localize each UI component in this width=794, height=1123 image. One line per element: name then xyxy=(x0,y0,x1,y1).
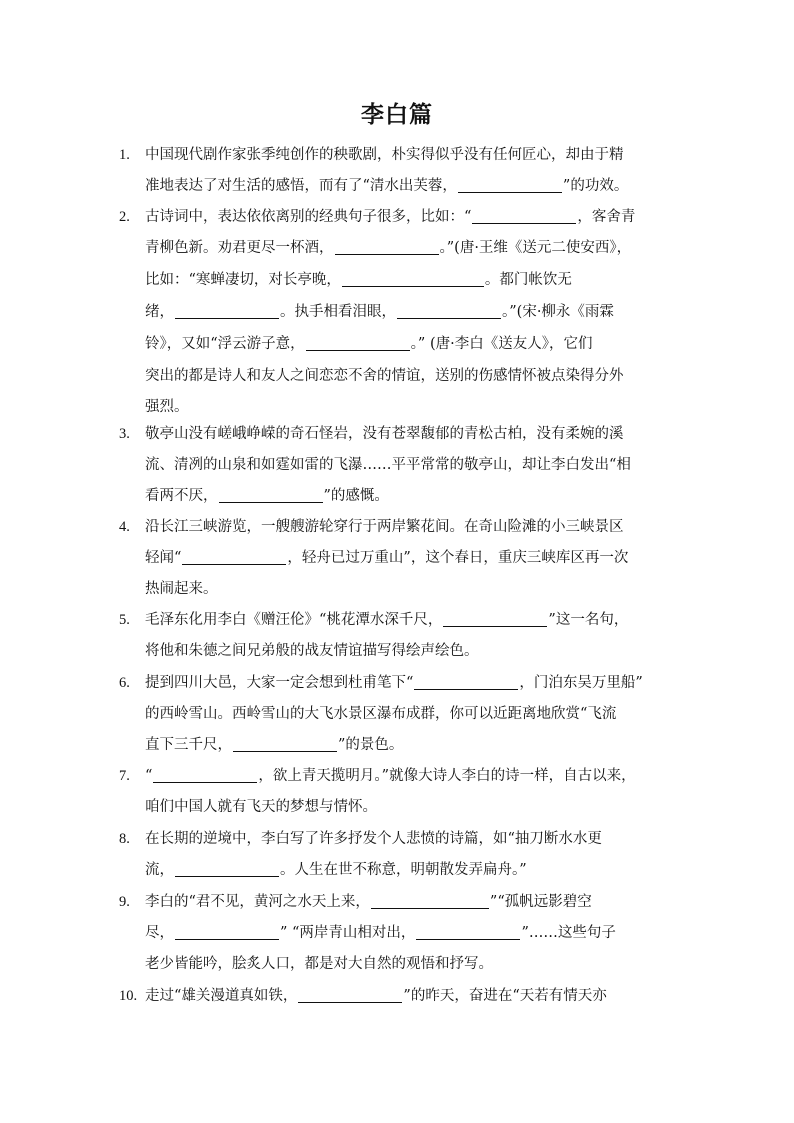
question-number: 7. xyxy=(119,768,130,784)
question-text: ，欲上青天揽明月。”就像大诗人李白的诗一样，自古以来， xyxy=(258,768,636,784)
question-text: 比如：“寒蝉凄切，对长亭晚， xyxy=(145,272,341,288)
answer-blank[interactable] xyxy=(233,733,337,752)
answer-blank[interactable] xyxy=(175,300,279,319)
answer-blank[interactable] xyxy=(472,205,576,224)
question-number: 9. xyxy=(119,894,130,910)
question-text: 绪， xyxy=(145,304,174,320)
question-text: ”……这些句子 xyxy=(521,925,616,941)
question-number: 4. xyxy=(119,519,130,535)
question-text: 看两不厌， xyxy=(145,488,218,504)
question-text: 将他和朱德之间兄弟般的战友情谊描写得绘声绘色。 xyxy=(145,643,479,659)
question-text: 敬亭山没有嵯峨峥嵘的奇石怪岩，没有苍翠馥郁的青松古柏，没有柔婉的溪 xyxy=(145,426,624,442)
question-text: 的西岭雪山。西岭雪山的大飞水景区瀑布成群，你可以近距离地欣赏“飞流 xyxy=(145,706,617,722)
question-number: 10. xyxy=(119,988,138,1004)
page-title: 李白篇 xyxy=(361,102,433,128)
question-text: 。执手相看泪眼， xyxy=(280,304,396,320)
question-line xyxy=(145,917,616,949)
question-text: 准地表达了对生活的感悟，而有了“清水出芙蓉， xyxy=(145,178,457,194)
answer-blank[interactable] xyxy=(371,890,489,909)
question-line xyxy=(145,542,628,574)
answer-blank[interactable] xyxy=(414,671,518,690)
question-line xyxy=(145,698,616,730)
question-line xyxy=(145,264,572,296)
question-text: ”“孤帆远影碧空 xyxy=(489,894,592,910)
question-number: 6. xyxy=(119,675,130,691)
question-text: ”的昨天，奋进在“天若有情天亦 xyxy=(403,988,607,1004)
question-line xyxy=(145,760,636,792)
question-text: 中国现代剧作家张季纯创作的秧歌剧，朴实得似乎没有任何匠心，却由于精 xyxy=(145,147,624,163)
question-line xyxy=(145,296,614,328)
question-text: 。” (唐·李白《送友人》，它们 xyxy=(410,336,593,352)
question-line xyxy=(145,360,624,392)
question-text: 突出的都是诗人和友人之间恋恋不舍的情谊，送别的伤感情怀被点染得分外 xyxy=(145,368,624,384)
question-text: 直下三千尺， xyxy=(145,737,232,753)
question-line xyxy=(145,449,631,481)
question-text: 流， xyxy=(145,862,174,878)
question-line xyxy=(145,604,628,636)
question-text: 咱们中国人就有飞天的梦想与情怀。 xyxy=(145,799,377,815)
question-line xyxy=(145,823,602,855)
answer-blank[interactable] xyxy=(175,858,279,877)
answer-blank[interactable] xyxy=(306,332,410,351)
question-text: “ xyxy=(145,768,153,784)
question-text: 。人生在世不称意，明朝散发弄扁舟。” xyxy=(280,862,527,878)
question-number: 5. xyxy=(119,612,130,628)
answer-blank[interactable] xyxy=(153,764,257,783)
question-text: ”的景色。 xyxy=(338,737,404,753)
question-line xyxy=(145,139,624,171)
question-line xyxy=(145,791,377,823)
answer-blank[interactable] xyxy=(416,921,520,940)
question-text: 古诗词中，表达依依离别的经典句子很多，比如：“ xyxy=(145,209,472,225)
question-text: 青柳色新。劝君更尽一杯酒， xyxy=(145,240,334,256)
question-line xyxy=(145,201,635,233)
question-text: 热闹起来。 xyxy=(145,581,218,597)
question-line xyxy=(145,948,493,980)
question-line xyxy=(145,980,607,1012)
answer-blank[interactable] xyxy=(342,268,484,287)
question-line xyxy=(145,667,643,699)
question-line xyxy=(145,729,403,761)
question-line xyxy=(145,511,624,543)
answer-blank[interactable] xyxy=(443,608,547,627)
question-text: 流、清冽的山泉和如霆如雷的飞瀑……平平常常的敬亭山，却让李白发出“相 xyxy=(145,457,631,473)
question-text: 强烈。 xyxy=(145,399,189,415)
question-text: ，门泊东吴万里船” xyxy=(519,675,643,691)
question-text: 轻闻“ xyxy=(145,550,182,566)
question-text: 尽， xyxy=(145,925,174,941)
answer-blank[interactable] xyxy=(335,236,439,255)
answer-blank[interactable] xyxy=(175,921,279,940)
question-text: 提到四川大邑，大家一定会想到杜甫笔下“ xyxy=(145,675,414,691)
answer-blank[interactable] xyxy=(298,984,402,1003)
question-text: ，轻舟已过万重山”，这个春日，重庆三峡库区再一次 xyxy=(287,550,629,566)
question-line xyxy=(145,635,479,667)
question-text: 李白的“君不见，黄河之水天上来， xyxy=(145,894,370,910)
question-number: 3. xyxy=(119,426,130,442)
answer-blank[interactable] xyxy=(458,174,562,193)
answer-blank[interactable] xyxy=(219,484,323,503)
answer-blank[interactable] xyxy=(397,300,501,319)
question-number: 1. xyxy=(119,147,130,163)
question-text: ” “两岸青山相对出， xyxy=(280,925,416,941)
question-line xyxy=(145,886,592,918)
question-text: 。”(唐·王维《送元二使安西》， xyxy=(439,240,632,256)
question-line xyxy=(145,328,592,360)
question-text: 毛泽东化用李白《赠汪伦》“桃花潭水深千尺， xyxy=(145,612,443,628)
answer-blank[interactable] xyxy=(182,546,286,565)
question-text: ”的感慨。 xyxy=(323,488,389,504)
question-text: 在长期的逆境中，李白写了许多抒发个人悲愤的诗篇，如“抽刀断水水更 xyxy=(145,831,602,847)
question-line xyxy=(145,854,527,886)
question-line xyxy=(145,573,218,605)
question-line xyxy=(145,170,628,202)
question-text: 沿长江三峡游览，一艘艘游轮穿行于两岸繁花间。在奇山险滩的小三峡景区 xyxy=(145,519,624,535)
question-number: 2. xyxy=(119,209,130,225)
question-text: ”这一名句， xyxy=(548,612,629,628)
question-number: 8. xyxy=(119,831,130,847)
question-text: 。”(宋·柳永《雨霖 xyxy=(502,304,614,320)
question-text: ，客舍青 xyxy=(577,209,636,225)
question-text: 。都门帐饮无 xyxy=(484,272,572,288)
question-text: 走过“雄关漫道真如铁， xyxy=(145,988,298,1004)
question-text: 老少皆能吟，脍炙人口，都是对大自然的观悟和抒写。 xyxy=(145,956,493,972)
question-text: ”的功效。 xyxy=(562,178,629,194)
question-text: 铃》，又如“浮云游子意， xyxy=(145,336,305,352)
question-line xyxy=(145,480,389,512)
question-line xyxy=(145,418,624,450)
question-line xyxy=(145,232,631,264)
